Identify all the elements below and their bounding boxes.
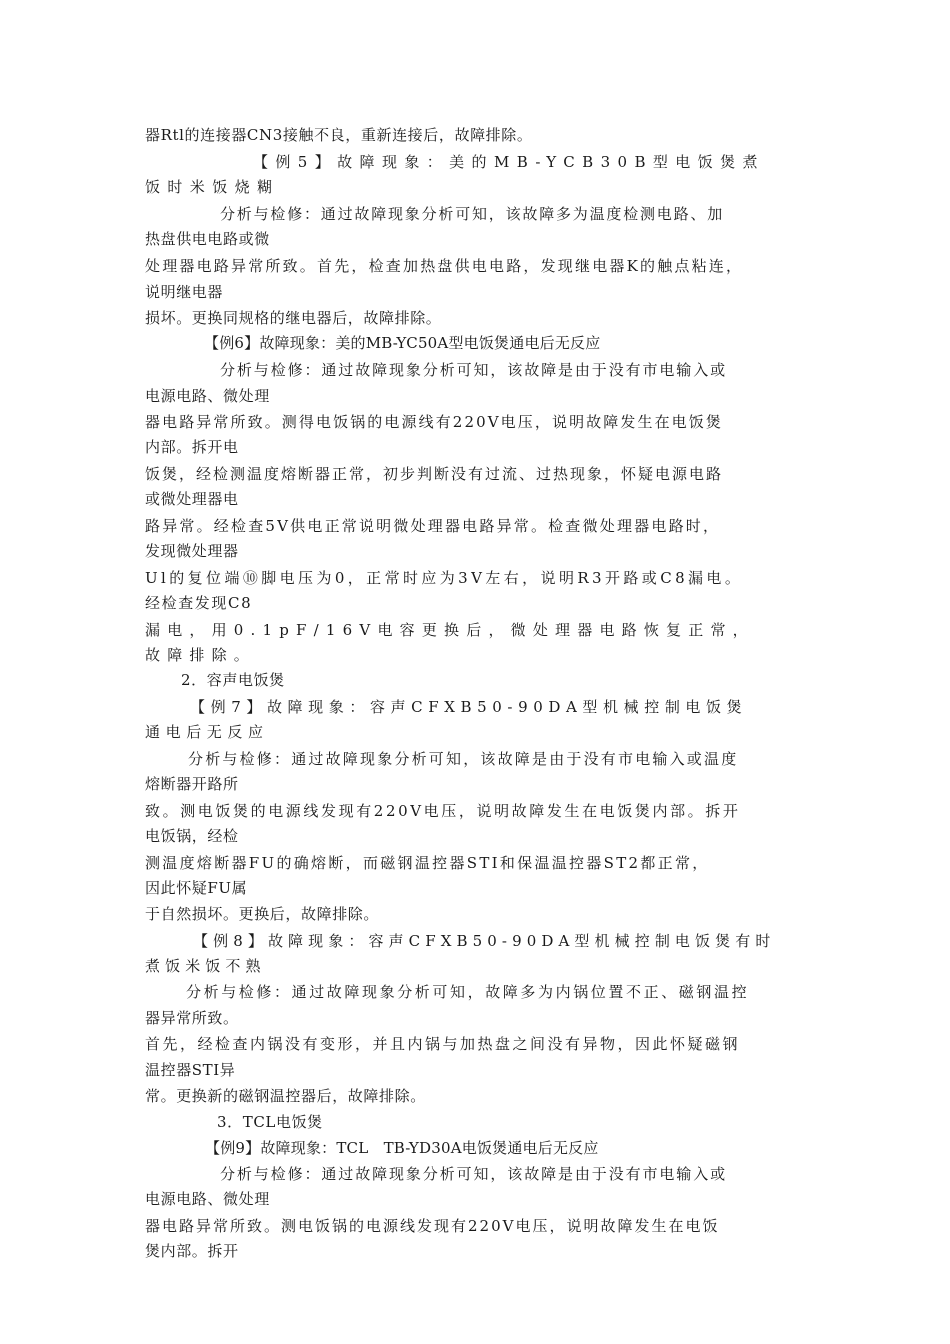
text-line: 内部。拆开电 [145, 438, 239, 456]
text-line: 器异常所致。 [145, 1009, 239, 1027]
text-line: 分析与检修：通过故障现象分析可知，该故障是由于没有市电输入或温度 [188, 750, 739, 768]
text-line: 温控器STI异 [145, 1061, 236, 1079]
text-line: 器Rtl的连接器CN3接触不良，重新连接后，故障排除。 [145, 126, 533, 144]
text-line: 器电路异常所致。测得电饭锅的电源线有220V电压，说明故障发生在电饭煲 [145, 413, 723, 431]
text-line: 测温度熔断器FU的确熔断，而磁钢温控器STI和保温温控器ST2都正常， [145, 854, 710, 872]
text-line: 电源电路、微处理 [145, 387, 270, 405]
example-8-heading: 【例8】故障现象：容声CFXB50-90DA型机械控制电饭煲有时 [193, 932, 776, 950]
text-line: 漏电，用0.1pF/16V电容更换后，微处理器电路恢复正常， [145, 621, 755, 639]
text-line: 分析与检修：通过故障现象分析可知，故障多为内锅位置不正、磁钢温控 [186, 983, 750, 1001]
text-line: 首先，经检查内锅没有变形，并且内锅与加热盘之间没有异物，因此怀疑磁钢 [145, 1035, 741, 1053]
text-line: 煮饭米饭不熟 [145, 957, 266, 975]
example-5-heading: 【例5】故障现象：美的MB-YCB30B型电饭煲煮 [253, 153, 765, 171]
text-line: 损坏。更换同规格的继电器后，故障排除。 [145, 309, 442, 327]
text-line: 处理器电路异常所致。首先，检查加热盘供电电路，发现继电器K的触点粘连， [145, 257, 744, 275]
text-line: 因此怀疑FU属 [145, 879, 248, 897]
text-line: 分析与检修：通过故障现象分析可知，该故障多为温度检测电路、加 [220, 205, 725, 223]
text-line: 煲内部。拆开 [145, 1242, 239, 1260]
text-line: 说明继电器 [145, 283, 224, 301]
section-heading-rongsheng: 2．容声电饭煲 [181, 671, 285, 689]
example-9-heading: 【例9】故障现象：TCL TB-YD30A电饭煲通电后无反应 [205, 1139, 599, 1157]
text-line: Ul的复位端⑩脚电压为0，正常时应为3V左右，说明R3开路或C8漏电。 [145, 569, 744, 587]
text-line: 发现微处理器 [145, 542, 239, 560]
text-line: 经检查发现C8 [145, 594, 253, 612]
text-line: 致。测电饭煲的电源线发现有220V电压，说明故障发生在电饭煲内部。拆开 [145, 802, 741, 820]
text-line: 热盘供电电路或微 [145, 230, 270, 248]
text-line: 熔断器开路所 [145, 775, 239, 793]
text-line: 通电后无反应 [145, 723, 269, 741]
text-line: 器电路异常所致。测电饭锅的电源线发现有220V电压，说明故障发生在电饭 [145, 1217, 720, 1235]
section-heading-tcl: 3．TCL电饭煲 [217, 1113, 323, 1131]
text-line: 饭时米饭烧糊 [145, 178, 280, 196]
text-line: 饭煲，经检测温度熔断器正常，初步判断没有过流、过热现象，怀疑电源电路 [145, 465, 724, 483]
example-6-heading: 【例6】故障现象：美的MB-YC50A型电饭煲通电后无反应 [204, 334, 601, 352]
text-line: 常。更换新的磁钢温控器后，故障排除。 [145, 1087, 426, 1105]
text-line: 电饭锅，经检 [145, 827, 239, 845]
example-7-heading: 【例7】故障现象：容声CFXB50-90DA型机械控制电饭煲 [190, 698, 748, 716]
text-line: 或微处理器电 [145, 490, 239, 508]
text-line: 分析与检修：通过故障现象分析可知，该故障是由于没有市电输入或 [220, 361, 728, 379]
text-line: 故障排除。 [145, 646, 257, 664]
text-line: 分析与检修：通过故障现象分析可知，该故障是由于没有市电输入或 [220, 1165, 728, 1183]
text-line: 路异常。经检查5V供电正常说明微处理器电路异常。检查微处理器电路时， [145, 517, 721, 535]
text-line: 电源电路、微处理 [145, 1190, 270, 1208]
text-line: 于自然损坏。更换后，故障排除。 [145, 905, 380, 923]
